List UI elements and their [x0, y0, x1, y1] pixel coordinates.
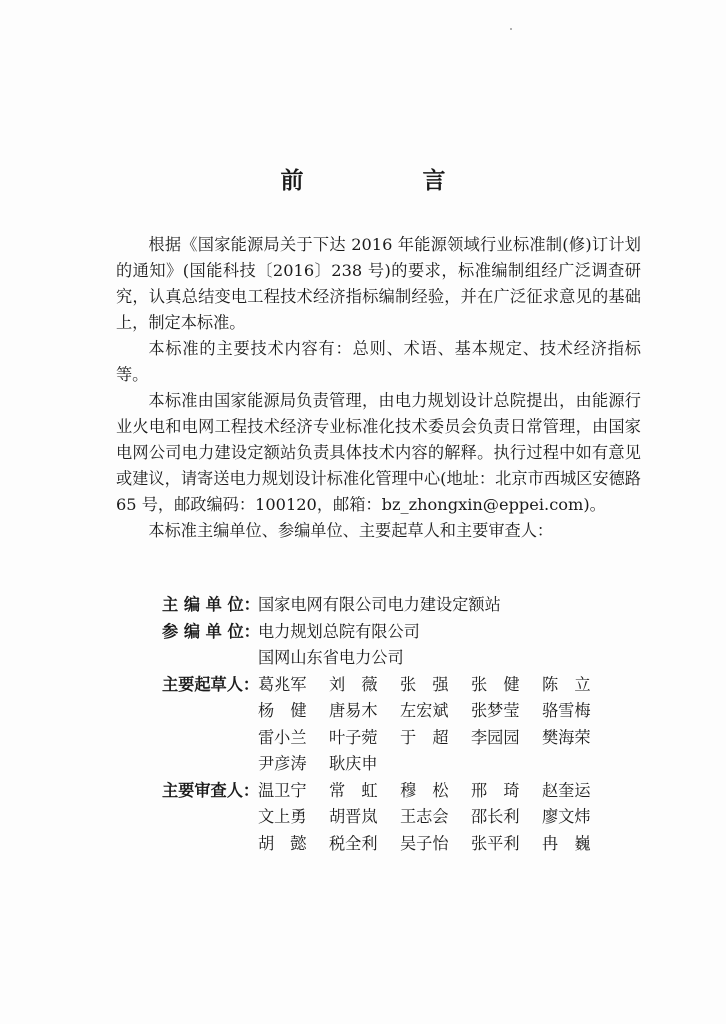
chief-unit-value: 国家电网有限公司电力建设定额站 — [258, 595, 501, 614]
participating-unit: 电力规划总院有限公司 — [258, 621, 420, 641]
drafter-name: 刘 薇 — [329, 674, 378, 694]
drafters-names — [258, 672, 613, 778]
drafter-name: 尹彦涛 — [258, 754, 307, 773]
contributors-section — [162, 592, 613, 857]
scan-speck — [510, 28, 512, 30]
participating-unit: 国网山东省电力公司 — [258, 648, 404, 667]
reviewer-name: 税全利 — [329, 833, 378, 853]
participating-units-row — [162, 619, 613, 672]
participating-units-label: 参 编 单 位： — [162, 621, 260, 641]
drafter-name: 张梦莹 — [471, 701, 520, 720]
drafter-name: 于 超 — [400, 727, 449, 747]
reviewer-name: 廖文炜 — [542, 807, 591, 826]
reviewer-name: 吴子怡 — [400, 833, 449, 853]
page-title: 前 言 — [280, 168, 494, 194]
chief-unit-row — [162, 592, 613, 619]
drafter-name: 李园园 — [471, 727, 520, 747]
drafter-name: 陈 立 — [542, 674, 591, 694]
paragraph-units-intro: 本标准主编单位、参编单位、主要起草人和主要审查人： — [148, 521, 554, 540]
reviewers-row — [162, 778, 613, 858]
reviewer-name: 常 虹 — [329, 780, 378, 800]
drafters-label: 主要起草人： — [162, 674, 260, 694]
drafter-name: 葛兆军 — [258, 674, 307, 694]
reviewer-name: 温卫宁 — [258, 780, 307, 800]
reviewers-label: 主要审查人： — [162, 780, 260, 800]
chief-unit-label: 主 编 单 位： — [162, 595, 260, 614]
reviewer-name: 邢 琦 — [471, 780, 520, 800]
drafter-name: 杨 健 — [258, 701, 307, 720]
reviewer-name: 邵长利 — [471, 807, 520, 826]
drafter-name: 叶子菀 — [329, 727, 378, 747]
drafter-name: 耿庆申 — [329, 754, 378, 773]
drafter-name: 骆雪梅 — [542, 701, 591, 720]
drafters-row — [162, 672, 613, 778]
drafter-name: 张 健 — [471, 674, 520, 694]
drafter-name: 张 强 — [400, 674, 449, 694]
reviewer-name: 胡 懿 — [258, 833, 307, 853]
reviewer-name: 文上勇 — [258, 807, 307, 826]
drafter-name: 雷小兰 — [258, 727, 307, 747]
reviewer-name: 张平利 — [471, 833, 520, 853]
reviewers-names — [258, 778, 613, 858]
reviewer-name: 胡晋岚 — [329, 807, 378, 826]
reviewer-name: 穆 松 — [400, 780, 449, 800]
paragraph-management: 本标准由国家能源局负责管理，由电力规划设计总院提出，由能源行业火电和电网工程技术经济专业标准化技术委员会负责日常管理，由国家电网公司电力建设定额站负责具体技术内容的解释。执行过程中如有意见或建议，请寄送电力规划设计标准化管理中心(地址：北京市西城区安德路 65 号，邮政编码：100120，邮箱：bz_zhongxin@eppei.com)。 — [116, 391, 641, 514]
paragraph-contents: 本标准的主要技术内容有：总则、术语、基本规定、技术经济指标等。 — [116, 339, 641, 384]
drafter-name: 樊海荣 — [542, 727, 591, 747]
reviewer-name: 赵奎运 — [542, 780, 591, 800]
reviewer-name: 冉 巍 — [542, 833, 591, 853]
paragraph-basis: 根据《国家能源局关于下达 2016 年能源领域行业标准制(修)订计划的通知》(国能科技〔2016〕238 号)的要求，标准编制组经广泛调查研究，认真总结变电工程技术经济指标编制经验，并在广泛征求意见的基础上，制定本标准。 — [116, 235, 641, 332]
drafter-name: 左宏斌 — [400, 701, 449, 720]
preface-body — [116, 232, 641, 544]
reviewer-name: 王志会 — [400, 807, 449, 826]
drafter-name: 唐易木 — [329, 701, 378, 720]
